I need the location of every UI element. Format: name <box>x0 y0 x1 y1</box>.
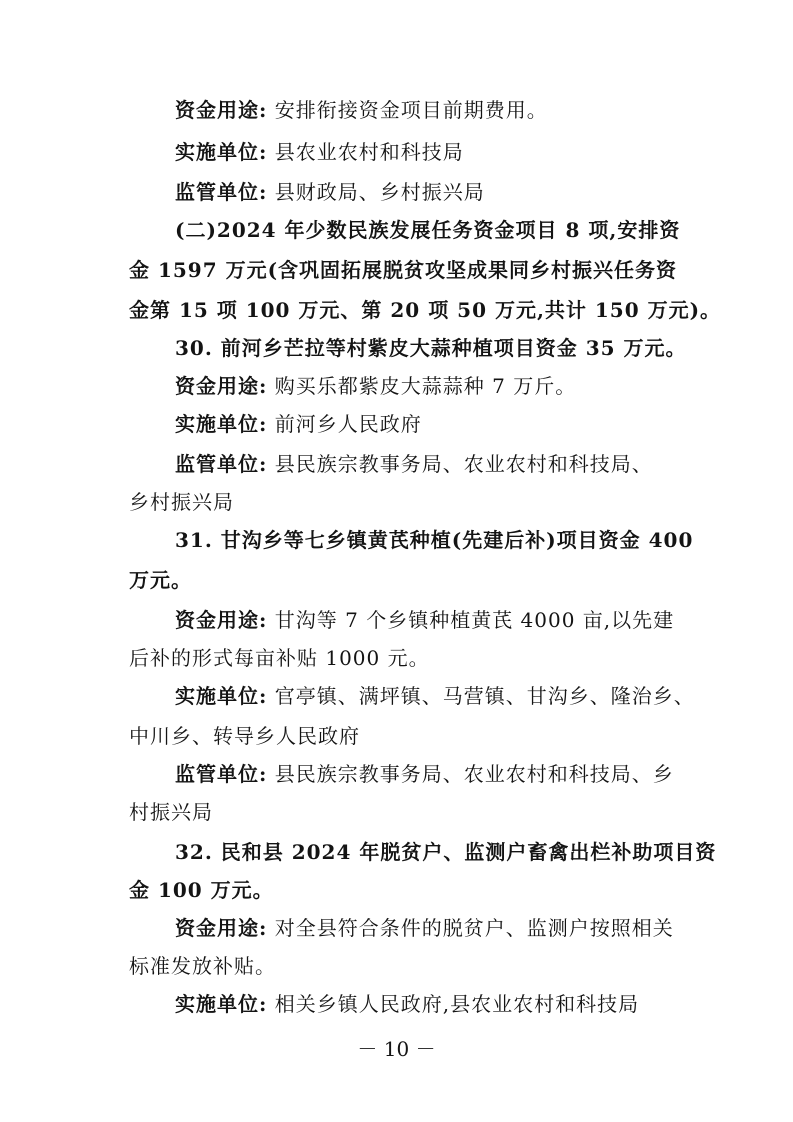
project-32-title-line-1: 32. 民和县 2024 年脱贫户、监测户畜禽出栏补助项目资 <box>175 840 717 864</box>
field-label: 实施单位: <box>175 684 268 708</box>
field-value: 安排衔接资金项目前期费用。 <box>274 98 548 122</box>
field-value: 对全县符合条件的脱贫户、监测户按照相关 <box>274 916 674 940</box>
field-label: 实施单位: <box>175 992 268 1016</box>
field-label: 监管单位: <box>175 180 268 204</box>
section-heading-line-1: (二)2024 年少数民族发展任务资金项目 8 项,安排资 <box>175 218 681 242</box>
supervising-unit-line <box>175 450 653 478</box>
supervising-unit-line <box>175 760 674 788</box>
project-31-title-line-2: 万元。 <box>129 568 192 592</box>
field-value: 相关乡镇人民政府,县农业农村和科技局 <box>274 992 640 1016</box>
field-value: 县财政局、乡村振兴局 <box>274 180 485 204</box>
implementing-unit-continuation: 中川乡、转导乡人民政府 <box>129 724 360 748</box>
supervising-unit-continuation: 乡村振兴局 <box>129 490 234 514</box>
page-number: － 10 － <box>357 1037 436 1061</box>
field-label: 监管单位: <box>175 762 268 786</box>
implementing-unit-line <box>175 990 639 1018</box>
field-value: 购买乐都紫皮大蒜蒜种 7 万斤。 <box>274 374 577 398</box>
field-label: 资金用途: <box>175 98 268 122</box>
implementing-unit-line <box>175 682 695 710</box>
project-32-title-line-2: 金 100 万元。 <box>129 878 274 902</box>
field-label: 资金用途: <box>175 608 268 632</box>
field-label: 监管单位: <box>175 452 268 476</box>
field-label: 实施单位: <box>175 412 268 436</box>
field-value: 县民族宗教事务局、农业农村和科技局、 <box>274 452 653 476</box>
project-30-title: 30. 前河乡芒拉等村紫皮大蒜种植项目资金 35 万元。 <box>175 336 687 360</box>
funding-purpose-line <box>175 914 674 942</box>
section-heading-line-2: 金 1597 万元(含巩固拓展脱贫攻坚成果同乡村振兴任务资 <box>129 258 678 282</box>
project-31-title-line-1: 31. 甘沟乡等七乡镇黄芪种植(先建后补)项目资金 400 <box>175 528 694 552</box>
implementing-unit-line <box>175 138 464 166</box>
field-value: 官亭镇、满坪镇、马营镇、甘沟乡、隆治乡、 <box>274 684 695 708</box>
field-label: 实施单位: <box>175 140 268 164</box>
field-value: 县民族宗教事务局、农业农村和科技局、乡 <box>274 762 674 786</box>
funding-purpose-line <box>175 96 548 124</box>
section-heading-line-3: 金第 15 项 100 万元、第 20 项 50 万元,共计 150 万元)。 <box>129 298 722 322</box>
field-value: 甘沟等 7 个乡镇种植黄芪 4000 亩,以先建 <box>274 608 675 632</box>
supervising-unit-continuation: 村振兴局 <box>129 800 213 824</box>
supervising-unit-line <box>175 178 485 206</box>
field-value: 前河乡人民政府 <box>274 412 422 436</box>
funding-purpose-line <box>175 606 674 634</box>
field-value: 县农业农村和科技局 <box>274 140 464 164</box>
funding-purpose-line <box>175 372 576 400</box>
field-label: 资金用途: <box>175 374 268 398</box>
field-label: 资金用途: <box>175 916 268 940</box>
funding-purpose-continuation: 后补的形式每亩补贴 1000 元。 <box>129 646 430 670</box>
implementing-unit-line <box>175 410 422 438</box>
funding-purpose-continuation: 标准发放补贴。 <box>129 954 276 978</box>
